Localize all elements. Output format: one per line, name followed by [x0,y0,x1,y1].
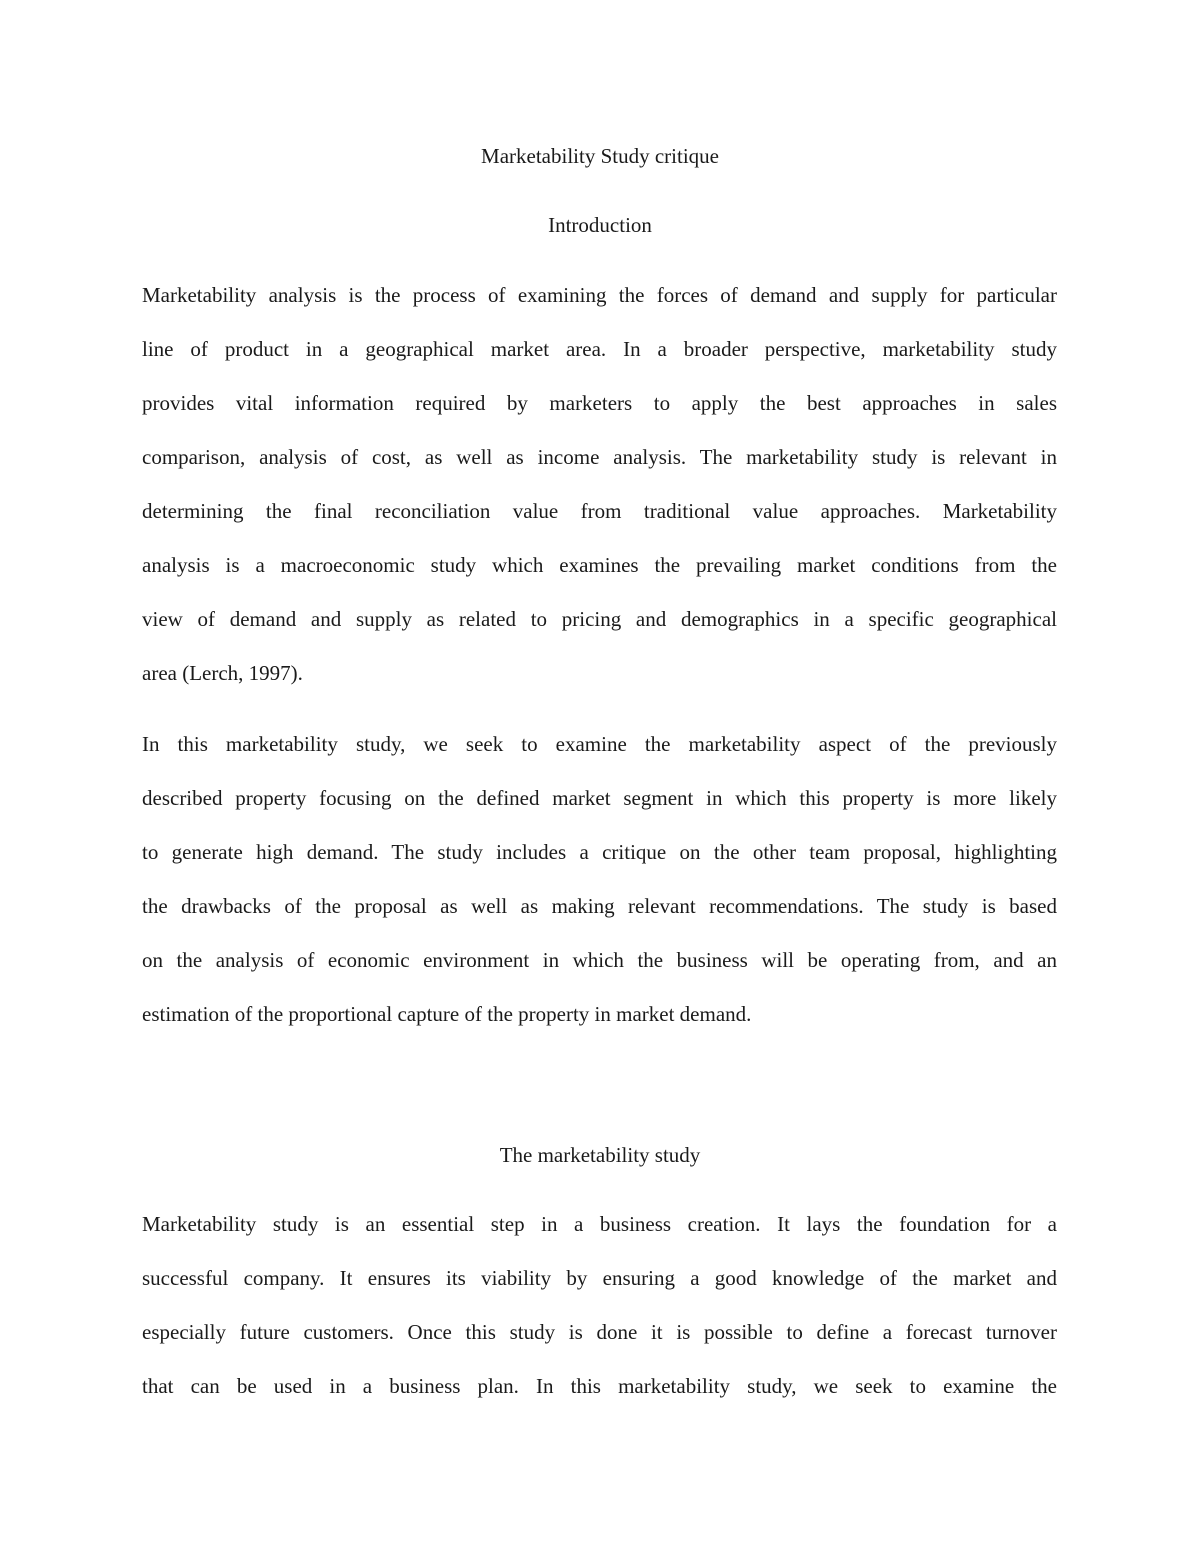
text-line: determining the final reconciliation value from traditional value approaches. Marketability [142,499,1057,523]
text-line: analysis is a macroeconomic study which examines the prevailing market conditions from the [142,553,1057,577]
text-line: view of demand and supply as related to pricing and demographics in a specific geographical [142,607,1057,631]
text-line: Marketability analysis is the process of examining the forces of demand and supply for particular [142,283,1057,307]
paragraph-marketability-study-1 [142,1197,1057,1413]
section-heading-marketability-study: The marketability study [499,1143,701,1167]
text-line: to generate high demand. The study includes a critique on the other team proposal, highlighting [142,840,1057,864]
text-line: that can be used in a business plan. In this marketability study, we seek to examine the [142,1374,1057,1398]
text-line: Marketability study is an essential step in a business creation. It lays the foundation for a [142,1212,1057,1236]
text-line: estimation of the proportional capture of the property in market demand. [142,1002,752,1026]
text-line: provides vital information required by marketers to apply the best approaches in sales [142,391,1057,415]
text-line: especially future customers. Once this study is done it is possible to define a forecast turnover [142,1320,1057,1344]
text-line: on the analysis of economic environment in which the business will be operating from, and an [142,948,1057,972]
section-heading-introduction: Introduction [548,213,652,237]
text-line: successful company. It ensures its viability by ensuring a good knowledge of the market and [142,1266,1057,1290]
text-line: In this marketability study, we seek to examine the marketability aspect of the previously [142,732,1057,756]
text-line: comparison, analysis of cost, as well as income analysis. The marketability study is relevant in [142,445,1057,469]
text-line: area (Lerch, 1997). [142,661,303,685]
text-line: the drawbacks of the proposal as well as making relevant recommendations. The study is based [142,894,1057,918]
text-line: described property focusing on the defined market segment in which this property is more likely [142,786,1057,810]
paragraph-introduction-1 [142,268,1057,700]
document-title: Marketability Study critique [481,144,719,168]
paragraph-introduction-2 [142,717,1057,1041]
text-line: line of product in a geographical market area. In a broader perspective, marketability study [142,337,1057,361]
